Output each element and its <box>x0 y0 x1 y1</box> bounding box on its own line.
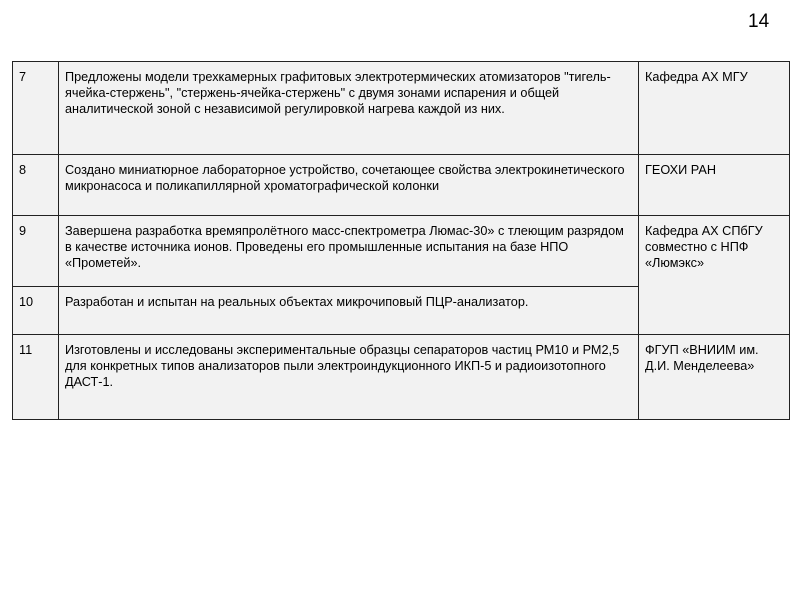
row-description: Изготовлены и исследованы экспериментальные образцы сепараторов частиц РМ10 и РМ2,5 для конкретных типов анализаторов пыли электроиндукционного ИКП-5 и радиоизотопного ДАСТ-1. <box>59 335 639 420</box>
row-organization: Кафедра АХ МГУ <box>639 62 790 155</box>
results-table <box>12 61 790 420</box>
row-number: 7 <box>13 62 59 155</box>
table-row <box>13 155 790 216</box>
row-description: Разработан и испытан на реальных объектах микрочиповый ПЦР-анализатор. <box>59 287 639 335</box>
row-description: Создано миниатюрное лабораторное устройство, сочетающее свойства электрокинетического микронасоса и поликапиллярной хроматографической колонки <box>59 155 639 216</box>
table-row <box>13 62 790 155</box>
row-description: Завершена разработка времяпролётного масс-спектрометра Люмас-30» с тлеющим разрядом в качестве источника ионов. Проведены его промышленные испытания на базе НПО «Прометей». <box>59 216 639 287</box>
row-organization: ФГУП «ВНИИМ им. Д.И. Менделеева» <box>639 335 790 420</box>
table-row <box>13 335 790 420</box>
row-description: Предложены модели трехкамерных графитовых электротермических атомизаторов "тигель-ячейка-стержень", "стержень-ячейка-стержень" с двумя зонами испарения и общей аналитической зоной с независимой регулировкой нагрева каждой из них. <box>59 62 639 155</box>
page-number: 14 <box>748 11 770 32</box>
row-number: 9 <box>13 216 59 287</box>
row-number: 11 <box>13 335 59 420</box>
row-organization: Кафедра АХ СПбГУ совместно с НПФ «Люмэкс» <box>639 216 790 335</box>
row-number: 8 <box>13 155 59 216</box>
row-number: 10 <box>13 287 59 335</box>
row-organization: ГЕОХИ РАН <box>639 155 790 216</box>
table-row <box>13 216 790 287</box>
